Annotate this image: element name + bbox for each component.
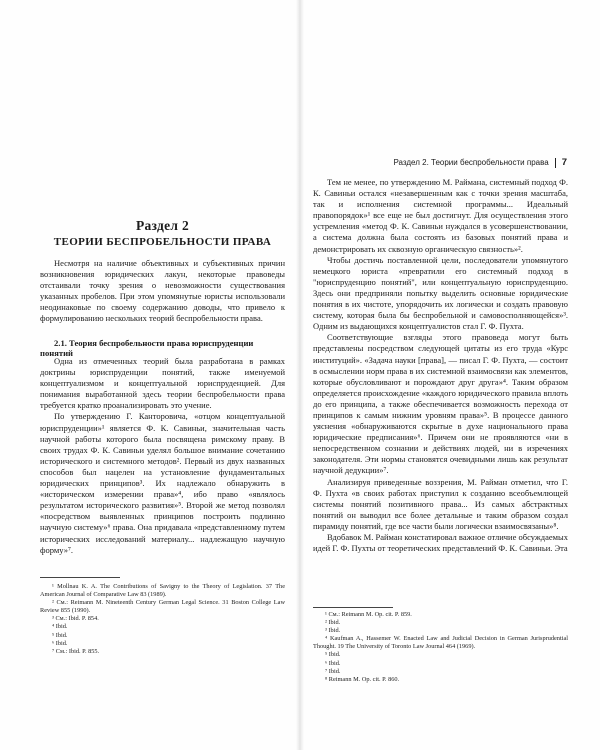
footnote: ³ См.: Ibid. P. 854. [52,615,99,623]
left-intro [40,258,285,325]
footnote-divider-right [313,607,393,608]
section-heading: 2.1. Теория беспробельности права юриспруденции понятий [40,338,254,358]
footnote: ⁴ Ibid. [52,623,68,631]
footnote: ² См.: Reimann M. Nineteenth Century German Legal Science. 31 Boston College Law Review 855 (1990). [40,599,285,615]
footnotes-left [40,583,285,656]
footnote-divider-left [40,577,120,578]
footnote: ¹ См.: Reimann M. Op. cit. P. 859. [325,611,412,618]
right-body [313,177,568,554]
right-paragraph: Соответствующие взгляды этого правоведа могут быть представлены посредством следующей цитаты из его труда «Курс институций». «Задача науки [права], — писал Г. Ф. Пухта, — состоит в осмыслении норм права в их системной взаимосвязи как элементов, которые обусловливают и порождают друг друга»⁴. Таким образом определяется происхождение «каждого юридического правила вплоть до его принципа, а также обеспечивается возможность перехода от принципов к самым нижним уровням права»⁵. В процессе данного уяснения «обнаруживаются скрытые в духе национального права юридические предписания»⁶. Причем они не проявляются «ни в непосредственном сознании и действиях людей, ни в изречениях законодателя. Эти нормы становятся очевидными лишь как результат научной дедукции»⁷. [313,332,568,476]
footnote: ³ Ibid. [325,627,341,635]
footnote: ⁶ Ibid. [52,639,68,647]
chapter-title: ТЕОРИИ БЕСПРОБЕЛЬНОСТИ ПРАВА [53,236,272,248]
footnote: ¹ Mollnau K. A. The Contributions of Savigny to the Theory of Legislation. 37 The American Journal of Comparative Law 83 (1989). [40,583,285,599]
footnote: ⁷ См.: Ibid. P. 855. [52,647,100,655]
left-paragraph: Одна из отмеченных теорий была разработана в рамках доктрины юриспруденции понятий, также именуемой концептуализмом и концептуальной юриспруденцией. Для понимания выработанной здесь теории беспробельности права требуется кратко проанализировать это учение. [40,356,285,411]
footnote: ² Ibid. [325,619,341,627]
book-gutter [296,0,304,750]
left-paragraph: По утверждению Г. Канторовича, «отцом концептуальной юриспруденции»¹ является Ф. К. Савиньи, значительная часть научной работы которого была посвящена римскому праву. В своих трудах Ф. К. Савиньи уделял большое внимание сочетанию исторического и системного методов². Первый из двух названных способов был нацелен на установление фундаментальных юридических принципов³. Их надлежало обнаружить в «историческом измерении права»⁴, ибо право «являлось результатом исторического развития»⁵. Второй же метод позволял «посредством выявленных принципов построить подлинно научную систему»⁶ права. Она придавала «представленному путем исторических исследований материалу... надлежащую научную форму»⁷. [40,411,285,555]
footnote: ⁵ Ibid. [52,631,68,639]
intro-paragraph: Несмотря на наличие объективных и субъективных причин возникновения юридических лакун, некоторые правоведы отстаивали точку зрения о невозможности существования указанных пробелов. При этом упомянутые юристы использовали неодинаковые по своему содержанию доводы, что привело к формулированию нескольких теорий беспробельности права. [40,258,285,324]
footnote: ⁷ Ibid. [325,667,341,675]
header-separator [555,158,556,168]
footnote: ⁶ Ibid. [325,659,341,667]
chapter-number: Раздел 2 [135,218,190,233]
running-header [305,157,567,168]
footnote: ⁵ Ibid. [325,651,341,659]
page-number: 7 [561,157,567,168]
footnote: ⁸ Reimann M. Op. cit. P. 860. [325,675,400,683]
right-paragraph: Тем не менее, по утверждению М. Раймана, системный подход Ф. К. Савиньи остался «незавершенным как с точки зрения масштаба, так и исполнения системной программы... Идеальный правопорядок»¹ все еще не был достигнут. Для осуществления этого устремления «метод Ф. К. Савиньи нуждался в усовершенствовании, а система должна была состоять из базовых понятий права и демонстрировать их сквозную органическую связность»². [313,177,568,254]
footnote: ⁴ Kaufman A., Hassemer W. Enacted Law and Judicial Decision in German Jurisprudential Thought. 19 The University of Toronto Law Journal 464 (1969). [313,635,568,651]
right-paragraph: Чтобы достичь поставленной цели, последователи упомянутого немецкого юриста «превратили его системный подход в "юриспруденцию понятий", или концептуальную юриспруденцию. Здесь они предприняли попытку выделить основные юридические понятия в их чистоте, упорядочить их логически и создать правовую систему, которая была бы беспробельной и самовосполняющейся»³. Одним из выдающихся концептуалистов стал Г. Ф. Пухта. [313,254,568,332]
running-header-title: Раздел 2. Теории беспробельности права [393,158,549,167]
left-body [40,356,285,556]
right-paragraph: Анализируя приведенные воззрения, М. Райман отметил, что Г. Ф. Пухта «в своих работах приступил к созданию всеобъемлющей системы понятий позитивного права... Из самых абстрактных понятий он выводил все более детальные и таким образом создал пирамиду понятий, где все части были логически взаимосвязаны»⁸. [313,476,568,531]
right-paragraph: Вдобавок М. Райман констатировал важное отличие обсуждаемых идей Г. Ф. Пухты от теоретических представлений Ф. К. Савиньи. Эта [313,532,568,554]
footnotes-right [313,611,568,684]
